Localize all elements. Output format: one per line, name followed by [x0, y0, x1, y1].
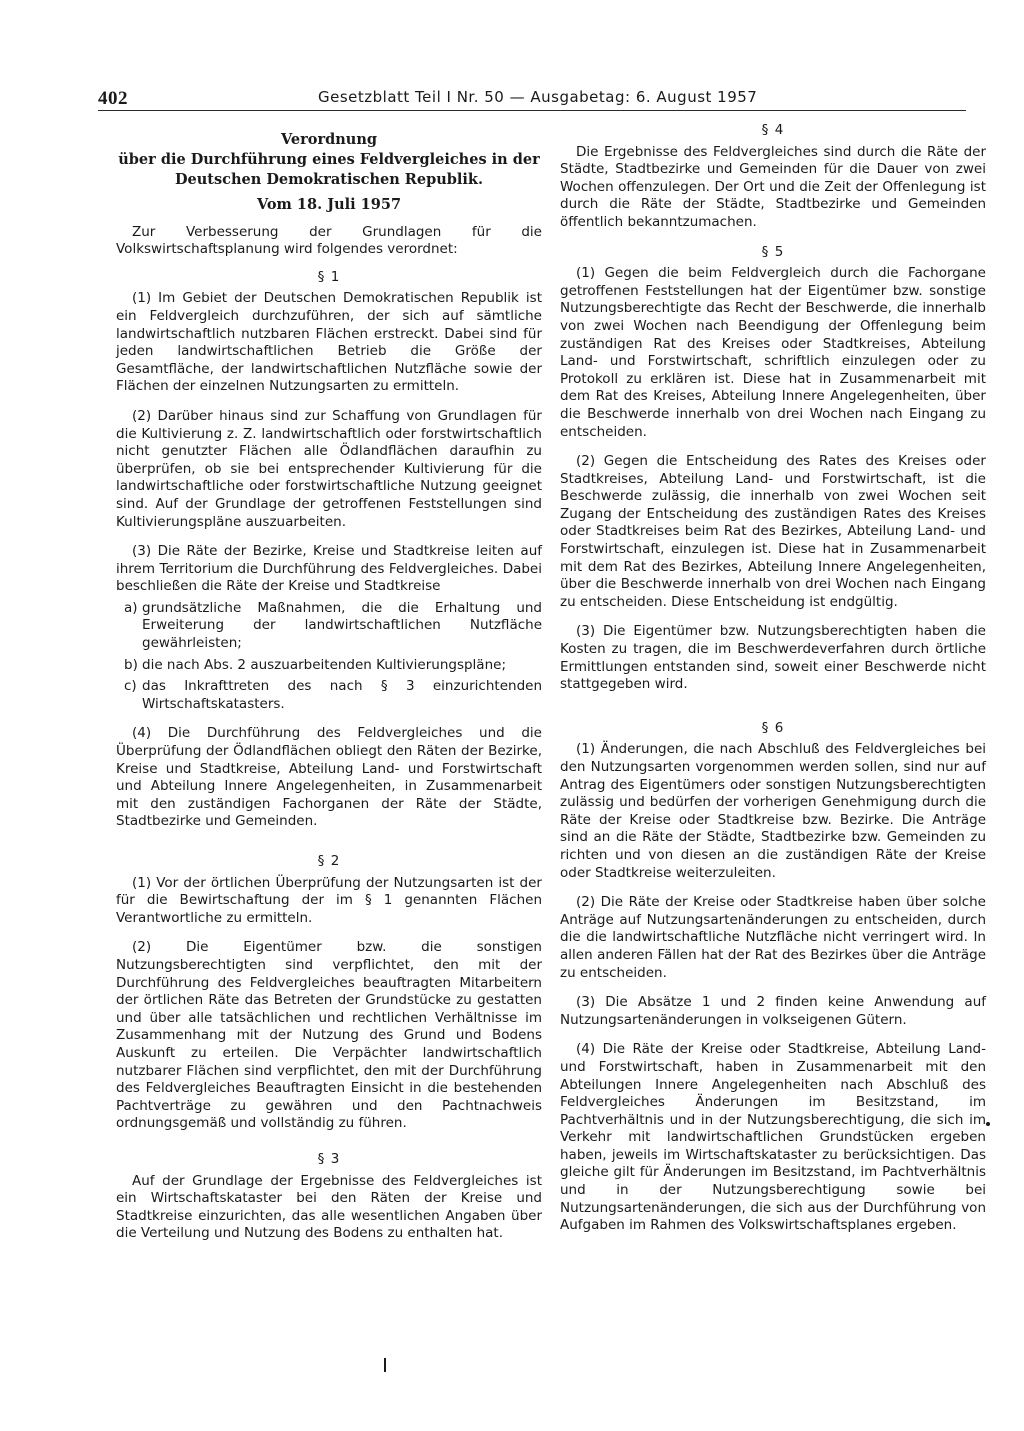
paragraph-6-1: (1) Änderungen, die nach Abschluß des Feldvergleiches bei den Nutzungsarten vorgenommen werden sollen, sind nur auf Antrag des Eigentümers oder sonstigen Nutzungsberechtigten zulässig und bedürfen der vorherigen Genehmigung durch die Räte der Kreise oder Stadtkreise bzw. Bezirke. Die Anträge sind an die Räte der Städte, Stadtbezirke bzw. Gemeinden zu richten und von diesen an die zuständigen Räte der Kreise oder Stadtkreise weiterzuleiten. — [560, 741, 986, 881]
section-heading-1: § 1 — [317, 268, 341, 285]
title-line-2: über die Durchführung eines Feldvergleiches in der — [118, 151, 540, 168]
list-item — [116, 678, 542, 713]
header-rule — [98, 110, 966, 111]
list-marker: c) — [124, 678, 137, 695]
paragraph-1-1: (1) Im Gebiet der Deutschen Demokratischen Republik ist ein Feldvergleich durchzuführen, der sich auf sämtliche landwirtschaftlich nutzbaren Flächen erstreckt. Dabei sind für jeden landwirtschaftlichen Betrieb die Größe der Gesamtfläche, der landwirtschaftlichen Nutzfläche sowie der Flächen der einzelnen Nutzungsarten zu ermitteln. — [116, 290, 542, 395]
list-marker: b) — [124, 656, 138, 673]
list-item-text: das Inkrafttreten des nach § 3 einzurichtenden Wirtschaftskatasters. — [142, 678, 542, 712]
paragraph-1-2: (2) Darüber hinaus sind zur Schaffung von Grundlagen für die Kultivierung z. Z. landwirtschaftlich oder forstwirtschaftlich nicht genutzter Flächen alle Ödlandflächen daraufhin zu überprüfen, ob sie bei entsprechender Kultivierung für die landwirtschaftliche oder forstwirtschaftliche Nutzung geeignet sind. Auf der Grundlage der getroffenen Feststellungen sind Kultivierungspläne auszuarbeiten. — [116, 407, 542, 530]
paragraph-5-2: (2) Gegen die Entscheidung des Rates des Kreises oder Stadtkreises, Abteilung Land- und Forstwirtschaft, ist die Beschwerde zulässig, die innerhalb von zwei Wochen seit Zugang der Entscheidung des zuständigen Rates des Kreises oder Stadtkreises beim Rat des Bezirkes, Abteilung Land- und Forstwirtschaft, einzulegen ist. Diese hat in Zusammenarbeit mit dem Rat des Bezirkes, Abteilung Innere Angelegenheiten, über die Beschwerde innerhalb von drei Wochen nach Eingang zu entscheiden. Diese Entscheidung ist endgültig. — [560, 453, 986, 610]
enumeration-list — [116, 600, 542, 714]
paragraph-2-2: (2) Die Eigentümer bzw. die sonstigen Nutzungsberechtigten sind verpflichtet, den mit der Durchführung des Feldvergleiches beauftragten Mitarbeitern der örtlichen Räte das Betreten der Grundstücke zu gestatten und über alle tatsächlichen und rechtlichen Verhältnisse im Zusammenhang mit der Nutzung des Grund und Bodens Auskunft zu erteilen. Die Verpächter landwirtschaftlich nutzbarer Flächen sind verpflichtet, den mit der Durchführung des Feldvergleiches Beauftragten Einsicht in die bestehenden Pachtverträge zu gewähren und den Pachtnachweis ordnungsgemäß und vollständig zu führen. — [116, 939, 542, 1132]
print-tick-mark — [384, 1358, 386, 1372]
section-heading-3: § 3 — [317, 1150, 341, 1167]
paragraph-6-3: (3) Die Absätze 1 und 2 finden keine Anwendung auf Nutzungsartenänderungen in volkseigenen Gütern. — [560, 994, 986, 1028]
paragraph-2-1: (1) Vor der örtlichen Überprüfung der Nutzungsarten ist der für die Bewirtschaftung der im § 1 genannten Flächen Verantwortliche zu ermitteln. — [116, 874, 542, 926]
list-item-text: die nach Abs. 2 auszuarbeitenden Kultivierungspläne; — [142, 656, 506, 673]
section-heading-6: § 6 — [761, 719, 785, 736]
ordinance-date: Vom 18. Juli 1957 — [256, 196, 402, 213]
paragraph-6-2: (2) Die Räte der Kreise oder Stadtkreise haben über solche Anträge auf Nutzungsartenänderungen zu entscheiden, durch die die landwirtschaftliche Nutzfläche nicht verringert wird. In allen anderen Fällen hat der Rat des Bezirkes über die Anträge zu entscheiden. — [560, 894, 986, 981]
section-heading-5: § 5 — [761, 243, 785, 260]
section-heading-2: § 2 — [317, 853, 341, 869]
paragraph-1-3: (3) Die Räte der Bezirke, Kreise und Stadtkreise leiten auf ihrem Territorium die Durchführung des Feldvergleiches. Dabei beschließen die Räte der Kreise und Stadtkreise — [116, 543, 542, 595]
paragraph-5-3: (3) Die Eigentümer bzw. Nutzungsberechtigten haben die Kosten zu tragen, die im Beschwerdeverfahren durch örtliche Ermittlungen entstanden sind, soweit einer Beschwerde nicht stattgegeben wird. — [560, 623, 986, 693]
right-column — [560, 122, 986, 1247]
running-head: Gesetzblatt Teil I Nr. 50 — Ausgabetag: 6. August 1957 — [318, 88, 758, 106]
list-marker: a) — [124, 599, 138, 616]
paragraph-3-1: Auf der Grundlage der Ergebnisse des Feldvergleiches ist ein Wirtschaftskataster bei den Räten der Kreise und Stadtkreise einzurichten, das alle wesentlichen Angaben über die Verteilung und Nutzung des Bodens zu enthalten hat. — [116, 1172, 542, 1242]
list-item-text: grundsätzliche Maßnahmen, die die Erhaltung und Erweiterung der landwirtschaftlichen Nutzfläche gewährleisten; — [142, 599, 542, 652]
title-line-3: Deutschen Demokratischen Republik. — [174, 171, 484, 188]
paragraph-5-1: (1) Gegen die beim Feldvergleich durch die Fachorgane getroffenen Feststellungen hat der Eigentümer bzw. sonstige Nutzungsberechtigte das Recht der Beschwerde, die innerhalb von zwei Wochen nach Beendigung der Offenlegung beim zuständigen Rat des Kreises oder Stadtkreises, Abteilung Land- und Forstwirtschaft, schriftlich einzulegen oder zu Protokoll zu erklären ist. Diese hat in Zusammenarbeit mit dem Rat des Kreises, Abteilung Innere Angelegenheiten, über die Beschwerde innerhalb von drei Wochen nach Eingang zu entscheiden. — [560, 265, 986, 440]
paragraph-1-4: (4) Die Durchführung des Feldvergleiches und die Überprüfung der Ödlandflächen obliegt den Räten der Bezirke, Kreise und Stadtkreise, Abteilung Land- und Forstwirtschaft und Abteilung Innere Angelegenheiten, in Zusammenarbeit mit den zuständigen Fachorganen der Räte der Städte, Stadtbezirke und Gemeinden. — [116, 725, 542, 830]
title-line-1: Verordnung — [281, 131, 377, 148]
paragraph-4-1: Die Ergebnisse des Feldvergleiches sind durch die Räte der Städte, Stadtbezirke und Gemeinden für die Dauer von zwei Wochen offenzulegen. Der Ort und die Zeit der Offenlegung ist durch die Räte der Städte, Stadtbezirke und Gemeinden öffentlich bekanntzumachen. — [560, 143, 986, 230]
left-column — [116, 130, 542, 1255]
list-item — [116, 600, 542, 653]
page-number: 402 — [98, 88, 128, 109]
list-item — [116, 657, 542, 675]
margin-dot-mark — [986, 1122, 990, 1126]
section-heading-4: § 4 — [761, 122, 785, 138]
ordinance-title — [116, 130, 542, 190]
paragraph-6-4: (4) Die Räte der Kreise oder Stadtkreise, Abteilung Land- und Forstwirtschaft, haben in Zusammenarbeit mit den Abteilungen Innere Angelegenheiten nach Abschluß des Feldvergleiches Änderungen im Besitzstand, im Pachtverhältnis und in der Nutzungsberechtigung, die sich im Verkehr mit landwirtschaftlichen Grundstücken ergeben haben, jeweils im Wirtschaftskataster zu berücksichtigen. Das gleiche gilt für Änderungen im Besitzstand, im Pachtverhältnis und in der Nutzungsberechtigung sowie bei Nutzungsartenänderungen, die sich aus der Durchführung von Aufgaben im Rahmen des Volkswirtschaftsplanes ergeben. — [560, 1041, 986, 1234]
preamble: Zur Verbesserung der Grundlagen für die Volkswirtschaftsplanung wird folgendes verordnet: — [116, 223, 542, 258]
